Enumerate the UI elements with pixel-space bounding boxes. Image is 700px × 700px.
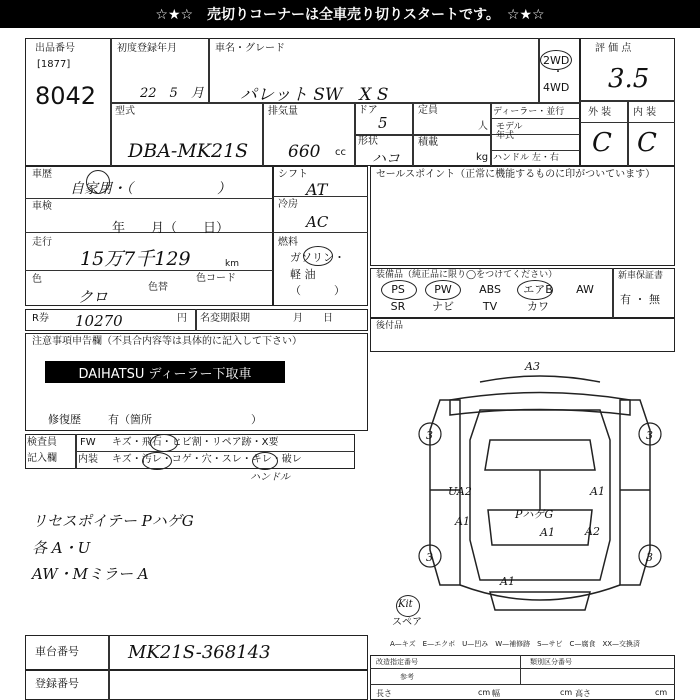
lot-number: 8042 <box>35 82 97 110</box>
front-bumper-outline <box>480 376 600 382</box>
diag-a2: A2 <box>585 525 600 538</box>
diag-3-fr: 3 <box>646 429 653 442</box>
displacement-label: 排気量 <box>268 106 298 117</box>
length-label: 長さ <box>376 689 392 698</box>
repair-label: 修復歴 <box>48 413 81 426</box>
car-diagram <box>400 360 680 620</box>
lot-label: 出品番号 <box>35 43 75 54</box>
equip-sr: SR <box>390 300 406 313</box>
equip-navi: ナビ <box>432 300 454 313</box>
equipment-row2 <box>376 301 612 312</box>
displacement-value: 660 <box>288 142 321 162</box>
remarks-line3: AW・Mミラー A <box>32 565 149 583</box>
diag-a1-bottom: A1 <box>500 575 515 588</box>
hood-top-outline <box>450 393 630 416</box>
chassis-label: 車台番号 <box>35 645 79 658</box>
fuel-circle <box>303 246 333 266</box>
diag-3-rl: 3 <box>426 551 433 564</box>
equip-tv: TV <box>482 300 498 313</box>
ps-circle <box>381 280 417 300</box>
diag-3-fl: 3 <box>426 429 433 442</box>
drive-dot: ・ <box>553 67 563 78</box>
equip-aw: AW <box>576 283 594 296</box>
equip-leather: カワ <box>527 300 549 313</box>
capacity-label: 定員 <box>418 105 438 116</box>
fuel-options: ガソリン・ 軽 油 （ ） <box>290 251 345 297</box>
diag-a1-right-top: A1 <box>590 485 605 498</box>
first-reg-label: 初度登録年月 <box>117 43 177 54</box>
recycle-unit: 円 <box>177 313 187 324</box>
expiry-label: 名変期限期 <box>200 313 250 324</box>
color-label: 色 <box>32 274 42 285</box>
model-label: 型式 <box>115 106 135 117</box>
load-label: 積載 <box>418 137 438 148</box>
doors-label: ドア <box>358 105 378 116</box>
fuel-label: 燃料 <box>278 237 298 248</box>
grade-value: 3.5 <box>608 64 650 94</box>
mileage-unit: km <box>225 259 239 269</box>
equip-pw: PW <box>434 283 452 296</box>
inspector-label1: 検査員 <box>27 437 57 448</box>
interior-label: 内 装 <box>633 107 657 118</box>
car-name-value: パレット SW X S <box>240 85 389 105</box>
after-install-frame <box>370 318 675 352</box>
diag-phage: PハゲG <box>515 508 554 521</box>
lot-code: [1877] <box>37 59 71 70</box>
windshield-outline <box>485 440 595 470</box>
diag-a1-left: A1 <box>455 515 470 528</box>
grade-label: 評 価 点 <box>595 43 632 54</box>
exterior-grade: C <box>592 128 612 158</box>
remarks-line2: 各 A・U <box>32 539 91 557</box>
warranty-label: 新車保証書 <box>618 271 664 281</box>
mileage-label: 走行 <box>32 237 52 248</box>
inspection-label: 車検 <box>32 201 52 212</box>
aircon-value: AC <box>306 213 329 231</box>
mileage-value: 15万7千129 <box>80 248 191 270</box>
damage-legend: A—キズ E—エクボ U—凹み W—補修跡 S—サビ C—腐食 XX—交換済 <box>390 640 641 648</box>
remarks-line1: リセスポイテー PハゲG <box>32 512 194 530</box>
first-reg-value: 22 5 月 <box>140 86 204 101</box>
color-value: クロ <box>78 288 109 306</box>
expiry-value: 月 日 <box>293 313 333 324</box>
recolor-label: 色替 <box>148 282 168 293</box>
displacement-unit: cc <box>335 147 346 158</box>
exterior-label: 外 装 <box>588 107 612 118</box>
airbag-circle <box>517 280 553 300</box>
diag-a3: A3 <box>525 360 540 373</box>
handle-note: ハンドル <box>250 472 290 483</box>
capacity-unit: 人 <box>478 121 488 132</box>
color-code-label: 色コード <box>196 273 236 284</box>
sales-points-label: セールスポイント（正常に機能するものに印がついています） <box>376 169 656 180</box>
height-label: 高さ <box>575 689 591 698</box>
warranty-value: 有 ・ 無 <box>620 293 660 306</box>
aircon-label: 冷房 <box>278 199 298 210</box>
inspection-value: 年 月（ 日） <box>112 221 230 236</box>
diag-a1-mid: A1 <box>540 526 555 539</box>
repair-value: 有（箇所 ） <box>108 413 262 426</box>
diag-3-rr: 3 <box>646 551 653 564</box>
recycle-value: 10270 <box>75 312 123 330</box>
model-value: DBA-MK21S <box>128 140 249 162</box>
stain-circle <box>142 452 172 470</box>
banner: ☆★☆ 売切りコーナーは全車売り切りスタートです。 ☆★☆ <box>0 0 700 28</box>
history-value: 自家用・（ ） <box>70 181 231 197</box>
dealer-label: ディーラー・並行 <box>493 107 565 117</box>
shift-label: シフト <box>278 169 308 180</box>
interior-grade: C <box>637 128 657 158</box>
handle-label: ハンドル 左・右 <box>493 153 559 163</box>
pw-circle <box>425 280 461 300</box>
dims-label: 改造指定番号 <box>376 658 418 666</box>
inspector-label2: 記入欄 <box>27 453 57 464</box>
scuff-circle <box>252 452 278 470</box>
height-cm: cm <box>655 688 668 697</box>
width-label: 幅 <box>492 689 500 698</box>
length-cm: cm <box>478 688 491 697</box>
spare-label: スペア <box>392 617 422 628</box>
fw-items: キズ・飛石・ヒビ割・リペア跡・X要 <box>112 437 279 448</box>
history-circle <box>86 170 110 194</box>
history-label: 車歴 <box>32 169 52 180</box>
notes-label: 注意事項申告欄（不具合内容等は具体的に記入して下さい） <box>32 336 302 347</box>
chassis-value: MK21S-368143 <box>128 642 271 663</box>
flying-stone-circle <box>150 434 178 452</box>
shape-value: ハコ <box>372 151 400 167</box>
after-install-label: 後付品 <box>376 321 404 331</box>
drive-2wd: 2WD <box>543 54 570 67</box>
car-name-label: 車名・グレード <box>215 43 285 54</box>
load-unit: kg <box>476 152 489 163</box>
diag-ua2: UA2 <box>448 485 472 498</box>
interior-items: キズ・汚レ・コゲ・穴・スレ・キレ・破レ <box>112 454 302 465</box>
dims-sub: 参考 <box>400 673 414 681</box>
width-cm: cm <box>560 688 573 697</box>
equip-airbag: エアB <box>523 283 553 296</box>
equipment-label: 装備品（純正品に限り◯をつけてください） <box>376 270 558 280</box>
sales-points-frame <box>370 166 675 266</box>
dealer-note: DAIHATSU ディーラー下取車 <box>45 361 285 383</box>
doors-value: 5 <box>378 114 388 132</box>
equip-ps: PS <box>391 283 405 296</box>
kit-label: Kit <box>398 599 413 610</box>
reg-label: 登録番号 <box>35 677 79 690</box>
shift-value: AT <box>306 180 328 199</box>
equip-abs: ABS <box>479 283 501 296</box>
type-label: 類別区分番号 <box>530 658 572 666</box>
model-year-label: モデル 年式 <box>496 122 523 141</box>
shape-label: 形状 <box>358 136 378 147</box>
recycle-label: R券 <box>32 313 49 324</box>
drive-4wd: 4WD <box>543 81 570 94</box>
interior-item-label: 内装 <box>78 454 98 465</box>
fw-label: FW <box>80 437 96 448</box>
